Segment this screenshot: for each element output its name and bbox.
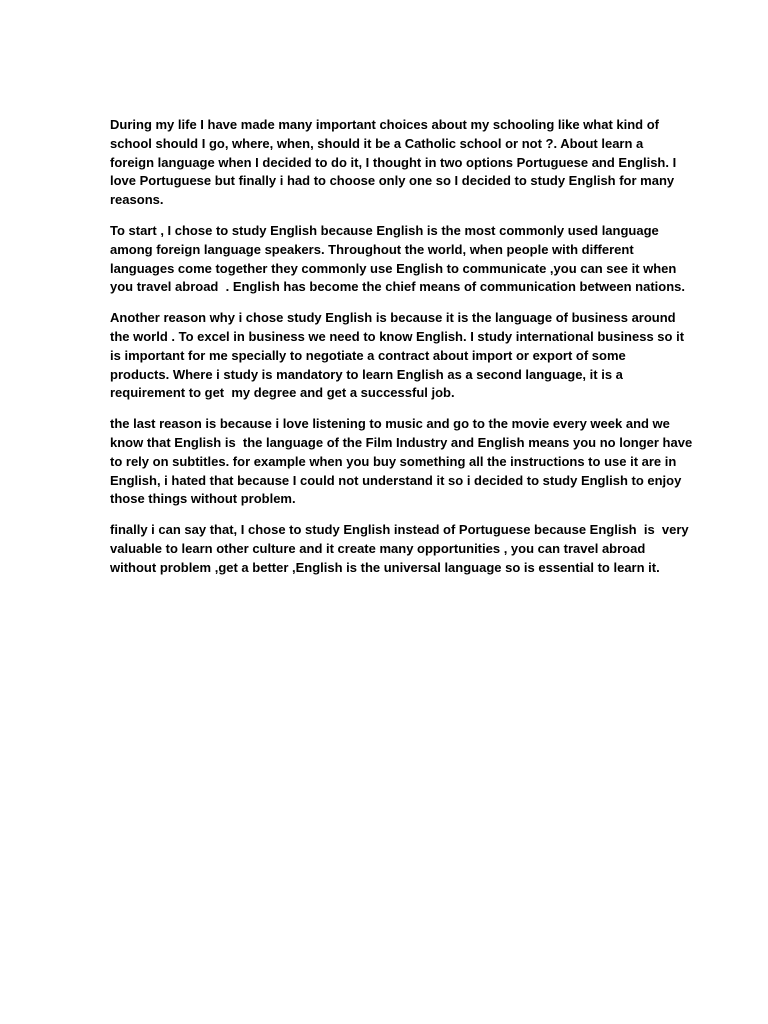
paragraph-first-reason: [110, 222, 686, 297]
text-line: foreign language when I decided to do it, I thought in two options Portuguese and English. I: [110, 154, 677, 170]
text-line: languages come together they commonly use English to communicate ,you can see it when: [110, 260, 677, 276]
text-line: love Portuguese but finally i had to choose only one so I decided to study English for many: [110, 173, 675, 189]
text-line: English, i hated that because I could not understand it so i decided to study English to enjoy: [110, 472, 682, 488]
text-line: you travel abroad . English has become the chief means of communication between nations.: [110, 279, 686, 295]
text-line: valuable to learn other culture and it create many opportunities , you can travel abroad: [110, 540, 646, 556]
text-line: the last reason is because i love listening to music and go to the movie every week and we: [110, 416, 670, 432]
paragraph-conclusion: [110, 521, 689, 577]
paragraph-intro: [110, 116, 677, 210]
paragraph-second-reason: [110, 309, 685, 403]
document-body: [110, 116, 693, 590]
text-line: without problem ,get a better ,English is the universal language so is essential to learn it.: [110, 559, 660, 575]
text-line: During my life I have made many important choices about my schooling like what kind of: [110, 117, 659, 132]
text-line: is important for me specially to negotiate a contract about import or export of some: [110, 347, 626, 363]
text-line: To start , I chose to study English because English is the most commonly used language: [110, 222, 659, 238]
text-line: the world . To excel in business we need to know English. I study international business so it: [110, 328, 685, 344]
paragraph-third-reason: [110, 415, 693, 509]
text-line: to rely on subtitles. for example when you buy something all the instructions to use it are in: [110, 453, 677, 469]
text-line: school should I go, where, when, should it be a Catholic school or not ?. About learn a: [110, 135, 644, 151]
text-line: know that English is the language of the Film Industry and English means you no longer have: [110, 434, 693, 450]
text-line: Another reason why i chose study English is because it is the language of business around: [110, 310, 676, 326]
text-line: reasons.: [110, 192, 164, 208]
text-line: finally i can say that, I chose to study English instead of Portuguese because English is very: [110, 522, 689, 538]
text-line: products. Where i study is mandatory to learn English as a second language, it is a: [110, 366, 623, 382]
text-line: those things without problem.: [110, 491, 296, 507]
text-line: among foreign language speakers. Throughout the world, when people with different: [110, 241, 634, 257]
text-line: requirement to get my degree and get a successful job.: [110, 385, 455, 401]
